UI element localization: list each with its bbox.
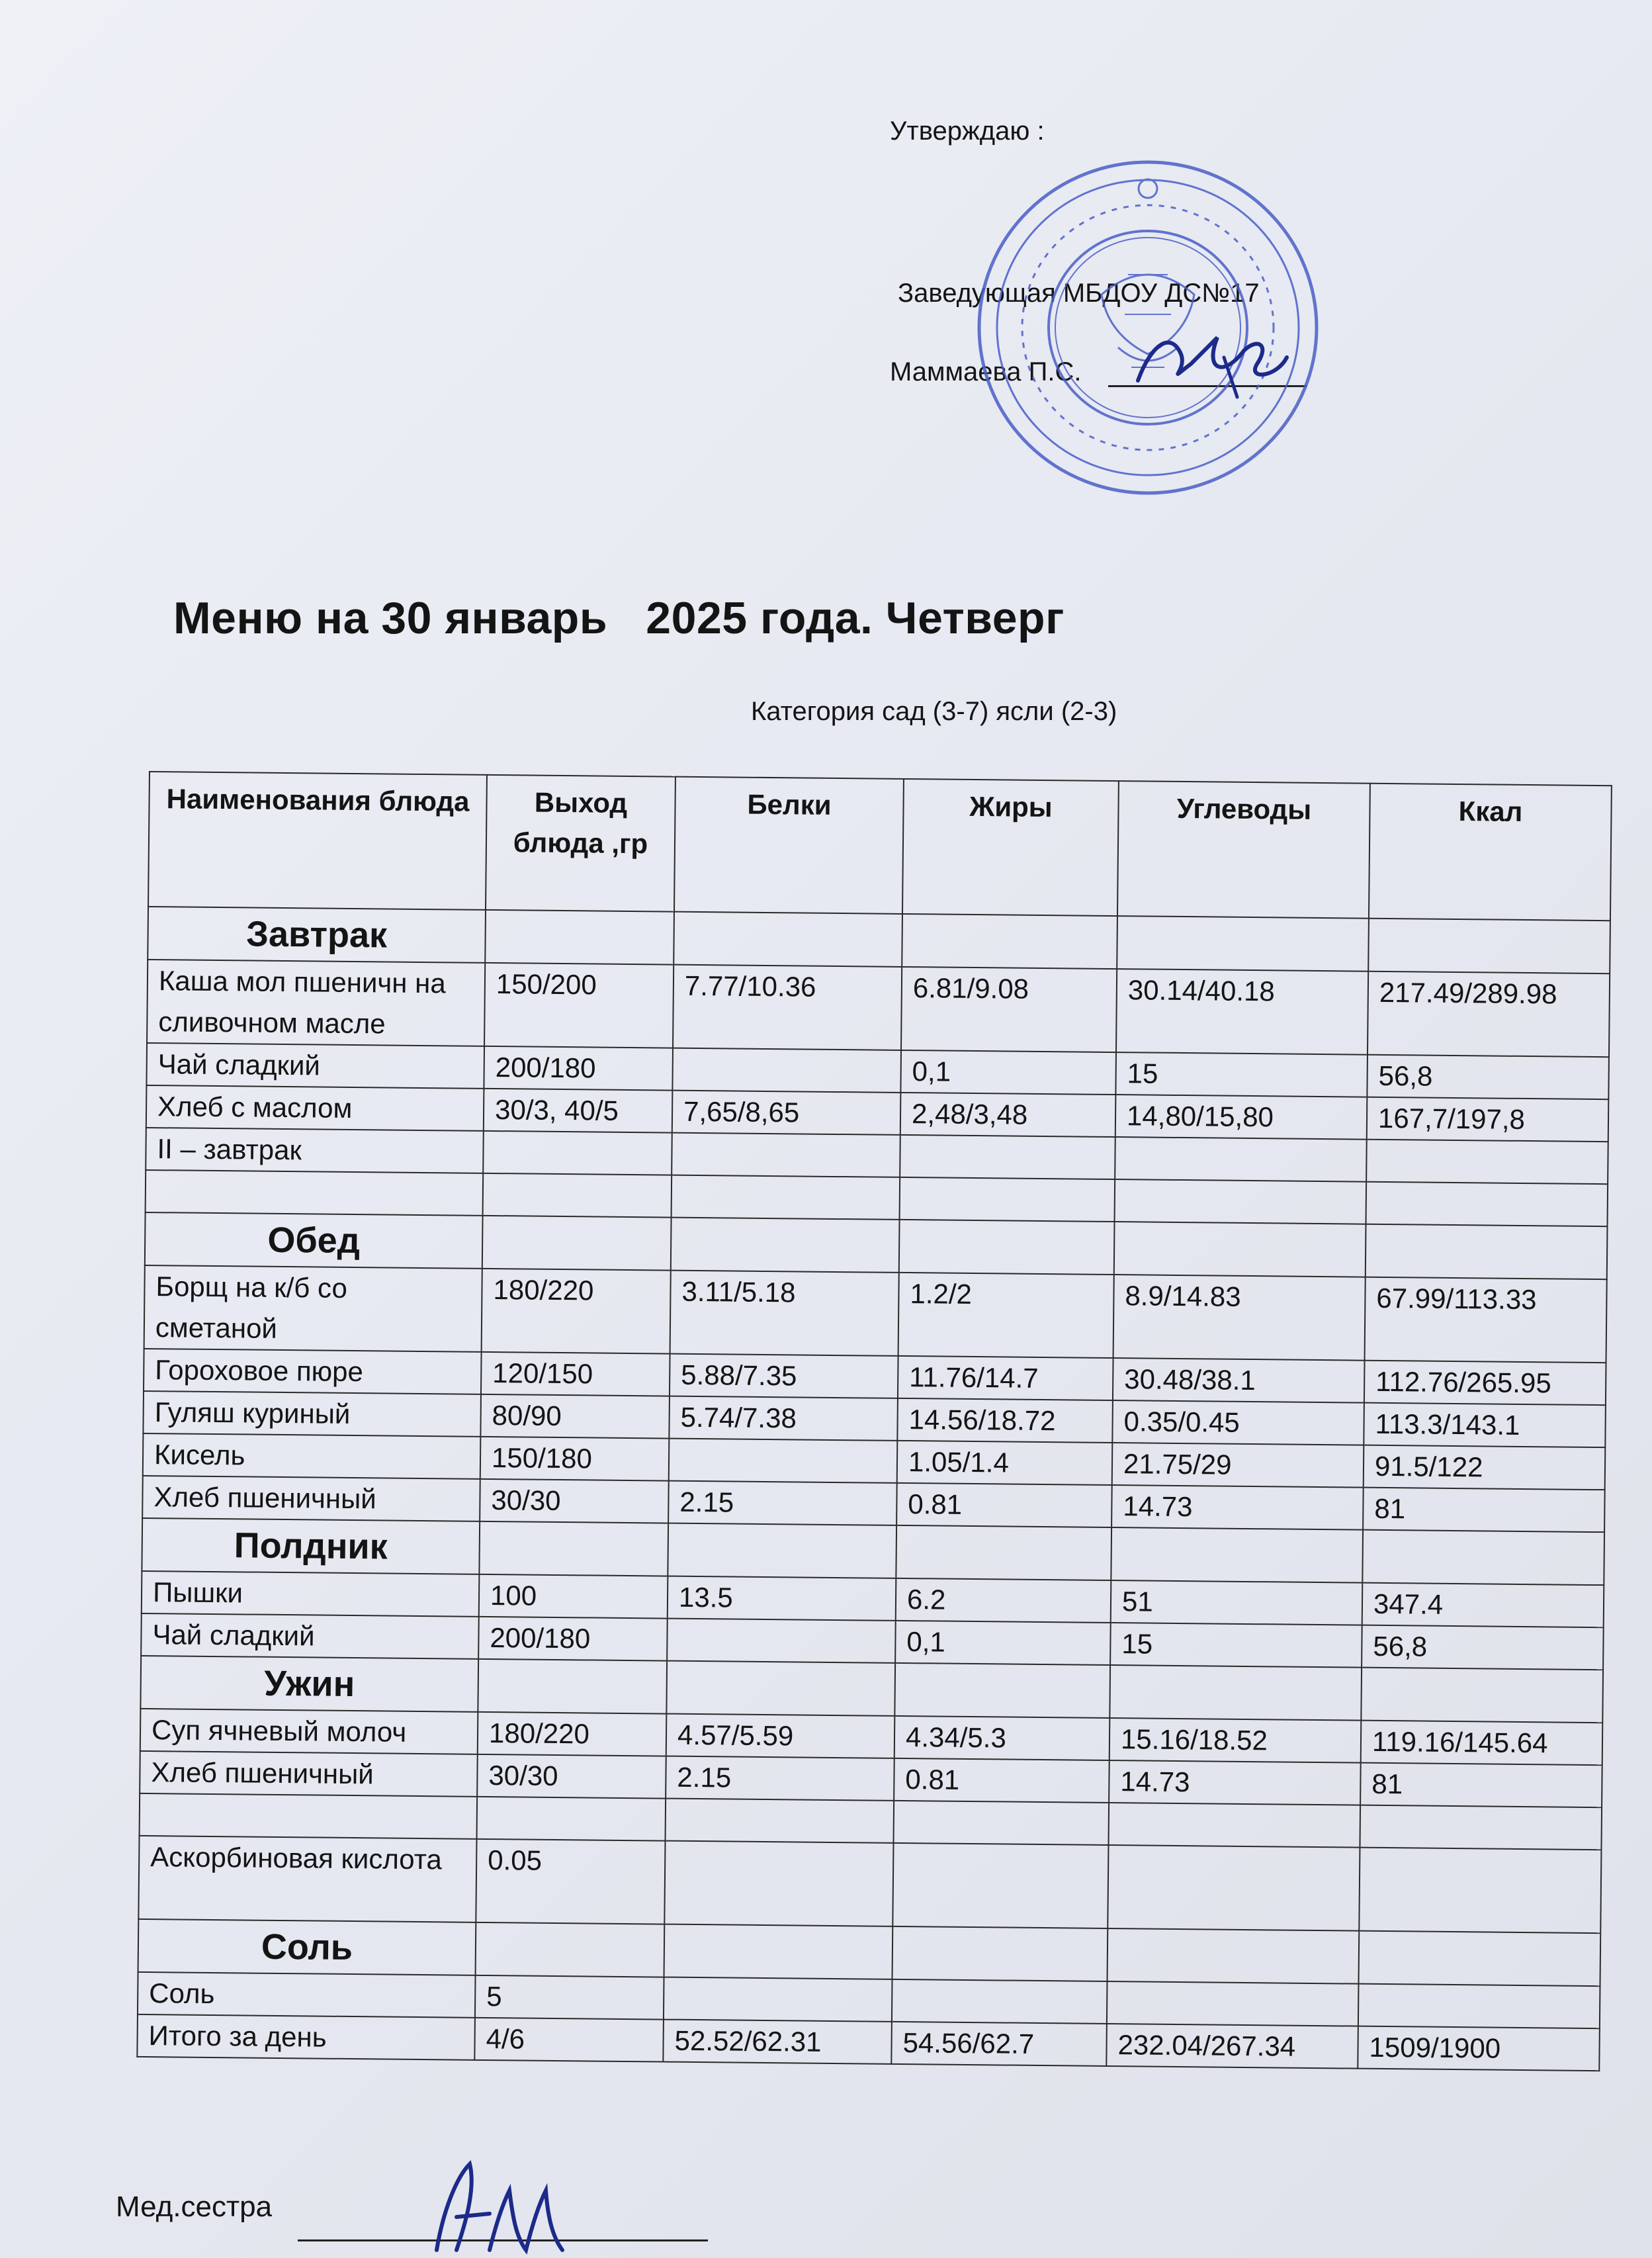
value-cell <box>485 910 674 965</box>
value-cell <box>1366 1182 1608 1227</box>
dish-name-cell <box>146 1170 484 1216</box>
dish-name-cell: Пышки <box>142 1571 480 1617</box>
value-cell <box>666 1661 895 1716</box>
value-cell: 51 <box>1111 1580 1363 1625</box>
value-cell <box>1115 1137 1367 1182</box>
value-cell <box>899 1220 1115 1275</box>
table-row <box>144 1265 1607 1363</box>
nurse-label: Мед.сестра <box>116 2190 273 2223</box>
value-cell <box>482 1216 672 1271</box>
value-cell: 30/3, 40/5 <box>484 1089 673 1133</box>
value-cell: 5.88/7.35 <box>670 1354 898 1398</box>
section-title: Завтрак <box>148 907 486 963</box>
section-title: Соль <box>138 1919 476 1975</box>
value-cell: 4.57/5.59 <box>666 1714 895 1758</box>
value-cell: 180/220 <box>478 1712 667 1756</box>
value-cell: 120/150 <box>481 1352 670 1396</box>
value-cell: 112.76/265.95 <box>1364 1361 1606 1406</box>
value-cell: 14.56/18.72 <box>897 1398 1113 1443</box>
value-cell <box>668 1523 896 1578</box>
value-cell: 200/180 <box>478 1617 668 1661</box>
dish-name-cell <box>140 1793 478 1839</box>
value-cell: 0.81 <box>894 1758 1109 1803</box>
value-cell <box>1115 1179 1367 1224</box>
value-cell <box>1111 1527 1363 1583</box>
value-cell <box>1360 1805 1602 1850</box>
value-cell <box>1368 919 1610 974</box>
value-cell <box>483 1173 672 1218</box>
value-cell: 347.4 <box>1362 1583 1604 1628</box>
value-cell <box>1366 1140 1608 1185</box>
value-cell: 56,8 <box>1362 1625 1604 1670</box>
value-cell: 4/6 <box>474 2018 664 2062</box>
value-cell: 1509/1900 <box>1358 2026 1600 2071</box>
value-cell: 21.75/29 <box>1112 1443 1364 1488</box>
header-fats: Жиры <box>902 779 1119 916</box>
value-cell: 11.76/14.7 <box>898 1356 1113 1400</box>
table-row <box>138 1836 1601 1933</box>
value-cell: 5 <box>475 1975 664 2020</box>
value-cell <box>483 1131 672 1175</box>
menu-title: Меню на 30 январь 2025 года. Четверг <box>173 593 1065 643</box>
section-title: Полдник <box>142 1518 480 1574</box>
value-cell: 180/220 <box>482 1269 671 1354</box>
value-cell: 54.56/62.7 <box>891 2022 1107 2066</box>
value-cell: 81 <box>1363 1488 1605 1533</box>
table-header-row <box>148 772 1612 921</box>
value-cell: 150/200 <box>484 963 674 1048</box>
value-cell: 2,48/3,48 <box>900 1093 1116 1137</box>
value-cell: 232.04/267.34 <box>1106 2024 1358 2069</box>
dish-name-cell: Гуляш куриный <box>143 1391 481 1437</box>
value-cell: 5.74/7.38 <box>669 1396 898 1441</box>
dish-name-cell: Борщ на к/б со сметаной <box>144 1265 482 1352</box>
header-proteins: Белки <box>674 777 904 914</box>
dish-name-cell: Аскорбиновая кислота <box>138 1836 476 1922</box>
value-cell: 6.81/9.08 <box>901 967 1117 1052</box>
approval-name: Маммаева П.С. <box>890 357 1082 386</box>
value-cell <box>1108 1845 1360 1931</box>
value-cell <box>896 1525 1111 1580</box>
value-cell <box>476 1922 665 1977</box>
value-cell: 4.34/5.3 <box>894 1716 1110 1760</box>
approval-position: Заведующая МБДОУ ДС№17 <box>898 279 1260 308</box>
value-cell <box>900 1135 1115 1179</box>
value-cell <box>667 1619 896 1663</box>
value-cell <box>1117 916 1369 971</box>
dish-name-cell: Итого за день <box>137 2014 475 2060</box>
value-cell <box>669 1439 898 1483</box>
value-cell <box>1107 1981 1359 2026</box>
section-title: Обед <box>145 1212 483 1269</box>
dish-name-cell: Каша мол пшеничн на сливочном масле <box>147 960 485 1046</box>
dish-name-cell: Суп ячневый молоч <box>140 1709 478 1754</box>
value-cell: 119.16/145.64 <box>1361 1721 1603 1766</box>
value-cell: 1.2/2 <box>898 1273 1114 1358</box>
value-cell <box>674 912 902 967</box>
header-portion: Выход блюда ,гр <box>486 775 675 912</box>
dish-name-cell: II – завтрак <box>146 1128 484 1173</box>
value-cell: 0,1 <box>895 1621 1111 1665</box>
value-cell <box>1359 1848 1601 1933</box>
value-cell: 6.2 <box>896 1578 1111 1623</box>
value-cell <box>892 1979 1108 2024</box>
value-cell: 52.52/62.31 <box>663 2020 892 2064</box>
dish-name-cell: Чай сладкий <box>146 1043 484 1089</box>
value-cell: 2.15 <box>666 1756 894 1801</box>
dish-name-cell: Чай сладкий <box>141 1613 479 1659</box>
dish-name-cell: Соль <box>138 1972 476 2018</box>
value-cell <box>664 1841 893 1926</box>
menu-table <box>136 771 1612 2071</box>
value-cell <box>1109 1665 1362 1721</box>
value-cell: 0.81 <box>896 1483 1112 1527</box>
value-cell <box>892 1843 1108 1928</box>
value-cell <box>479 1521 668 1576</box>
value-cell: 81 <box>1360 1763 1602 1808</box>
value-cell: 2.15 <box>668 1481 897 1525</box>
value-cell <box>900 1177 1115 1222</box>
value-cell: 1.05/1.4 <box>897 1441 1113 1485</box>
approval-signature-icon <box>1125 318 1297 404</box>
section-title: Ужин <box>140 1656 478 1712</box>
table-row <box>147 960 1610 1057</box>
value-cell <box>1361 1668 1603 1723</box>
value-cell <box>477 1797 666 1841</box>
value-cell: 150/180 <box>480 1437 670 1481</box>
value-cell <box>672 1133 900 1177</box>
value-cell: 0.05 <box>476 1839 665 1924</box>
value-cell: 0.35/0.45 <box>1112 1400 1364 1445</box>
value-cell <box>672 1048 901 1093</box>
value-cell: 14,80/15,80 <box>1115 1095 1368 1140</box>
value-cell: 7,65/8,65 <box>672 1091 901 1135</box>
value-cell <box>902 914 1117 969</box>
value-cell: 13.5 <box>668 1576 896 1621</box>
value-cell <box>1362 1530 1604 1586</box>
nurse-signature-icon <box>417 2151 589 2258</box>
value-cell: 56,8 <box>1367 1055 1609 1100</box>
value-cell: 30.48/38.1 <box>1113 1358 1365 1403</box>
value-cell: 100 <box>479 1574 668 1619</box>
value-cell <box>1358 1931 1600 1987</box>
menu-category: Категория сад (3-7) ясли (2-3) <box>751 697 1117 726</box>
value-cell: 14.73 <box>1109 1760 1361 1805</box>
value-cell <box>1108 1803 1360 1848</box>
value-cell <box>664 1977 892 2022</box>
dish-name-cell: Хлеб с маслом <box>146 1085 484 1131</box>
value-cell <box>671 1218 900 1273</box>
value-cell <box>666 1799 894 1843</box>
value-cell: 3.11/5.18 <box>670 1271 899 1356</box>
dish-name-cell: Хлеб пшеничный <box>142 1476 480 1521</box>
value-cell <box>1114 1222 1366 1277</box>
value-cell: 14.73 <box>1111 1485 1364 1530</box>
value-cell <box>478 1659 667 1714</box>
value-cell: 30/30 <box>477 1754 666 1799</box>
header-dish-name: Наименования блюда <box>148 772 487 910</box>
value-cell: 30.14/40.18 <box>1116 969 1368 1055</box>
approval-heading: Утверждаю : <box>890 116 1045 146</box>
value-cell: 30/30 <box>480 1479 669 1523</box>
value-cell <box>1108 1928 1360 1984</box>
header-carbs: Углеводы <box>1117 781 1370 919</box>
value-cell: 67.99/113.33 <box>1365 1277 1607 1363</box>
value-cell <box>1366 1224 1608 1280</box>
value-cell: 0,1 <box>900 1050 1116 1095</box>
value-cell: 200/180 <box>484 1046 673 1091</box>
value-cell <box>1358 1984 1600 2029</box>
value-cell: 7.77/10.36 <box>673 965 902 1050</box>
value-cell <box>894 1663 1110 1718</box>
dish-name-cell: Кисель <box>143 1433 481 1479</box>
value-cell <box>892 1926 1108 1981</box>
value-cell <box>672 1175 900 1220</box>
value-cell: 8.9/14.83 <box>1113 1275 1366 1361</box>
dish-name-cell: Гороховое пюре <box>144 1349 482 1394</box>
value-cell: 80/90 <box>480 1394 670 1439</box>
value-cell: 15.16/18.52 <box>1109 1718 1362 1763</box>
value-cell: 15 <box>1110 1623 1362 1668</box>
value-cell: 91.5/122 <box>1364 1445 1606 1490</box>
value-cell: 15 <box>1115 1052 1368 1097</box>
value-cell <box>664 1924 893 1979</box>
value-cell: 167,7/197,8 <box>1367 1097 1609 1142</box>
dish-name-cell: Хлеб пшеничный <box>140 1751 478 1797</box>
value-cell: 217.49/289.98 <box>1368 971 1610 1057</box>
menu-table-body <box>137 907 1610 2071</box>
value-cell <box>894 1801 1109 1845</box>
header-kcal: Ккал <box>1369 784 1612 921</box>
value-cell: 113.3/143.1 <box>1364 1403 1606 1448</box>
